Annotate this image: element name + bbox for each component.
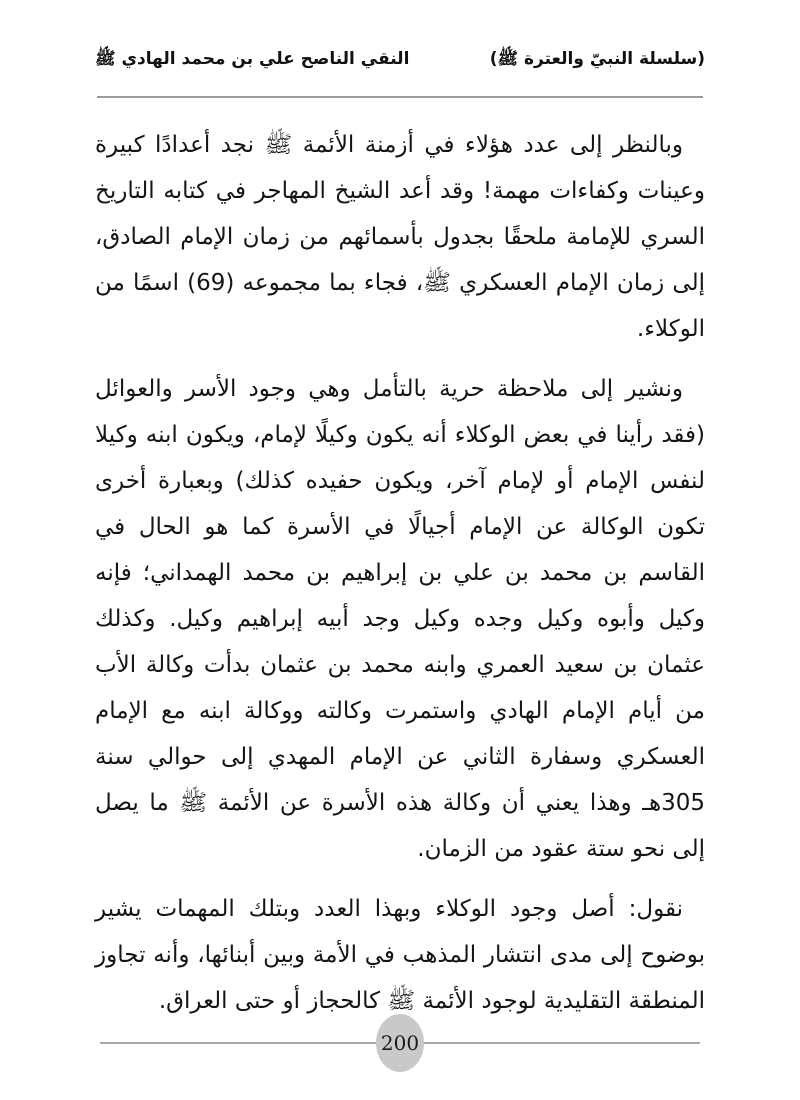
page-body bbox=[95, 122, 705, 1038]
series-title: (سلسلة النبيّ والعترة ﷺ) bbox=[489, 49, 705, 69]
page-number-badge bbox=[376, 1014, 424, 1072]
paragraph-2: ونشير إلى ملاحظة حرية بالتأمل وهي وجود الأسر والعوائل (فقد رأينا في بعض الوكلاء أنه يكون وكيلًا لإمام، ويكون ابنه وكيلا لنفس الإمام أو لإمام آخر، ويكون حفيده كذلك) وبعبارة أخرى تكون الوكالة عن الإمام أجيالًا في الأسرة كما هو الحال في القاسم بن محمد بن علي بن إبراهيم بن محمد الهمداني؛ فإنه وكيل وأبوه وكيل وجده وكيل وجد أبيه إبراهيم وكيل. وكذلك عثمان بن سعيد العمري وابنه محمد بن عثمان بدأت وكالة الأب من أيام الإمام الهادي واستمرت وكالته ووكالة ابنه مع الإمام العسكري وسفارة الثاني عن الإمام المهدي إلى حوالي سنة 305هـ وهذا يعني أن وكالة هذه الأسرة عن الأئمة ﷺ ما يصل إلى نحو ستة عقود من الزمان. bbox=[95, 376, 705, 862]
header-divider bbox=[97, 96, 703, 98]
page-number: 200 bbox=[380, 1031, 420, 1055]
paragraph-3: نقول: أصل وجود الوكلاء وبهذا العدد وبتلك المهمات يشير بوضوح إلى مدى انتشار المذهب في الأمة وبين أبنائها، وأنه تجاوز المنطقة التقليدية لوجود الأئمة ﷺ كالحجاز أو حتى العراق. bbox=[95, 896, 705, 1014]
book-title: النقي الناصح علي بن محمد الهادي ﷺ bbox=[95, 49, 410, 69]
page-header bbox=[95, 48, 705, 73]
paragraph-1: وبالنظر إلى عدد هؤلاء في أزمنة الأئمة ﷺ نجد أعدادًا كبيرة وعينات وكفاءات مهمة! وقد أعد الشيخ المهاجر في كتابه التاريخ السري للإمامة ملحقًا بجدول بأسمائهم من زمان الإمام الصادق، إلى زمان الإمام العسكري ﷺ، فجاء بما مجموعه (69) اسمًا من الوكلاء. bbox=[95, 132, 705, 342]
